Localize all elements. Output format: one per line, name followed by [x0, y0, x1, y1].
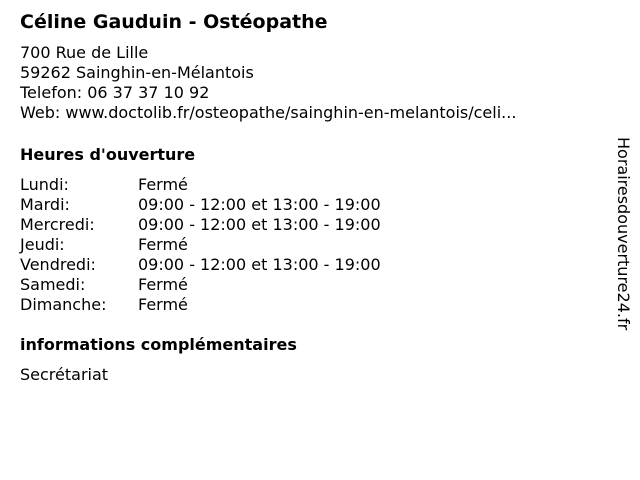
listing-card	[20, 10, 610, 385]
hours-row-mardi	[20, 195, 610, 215]
day-hours: Fermé	[138, 295, 188, 314]
hours-row-mercredi	[20, 215, 610, 235]
day-hours: 09:00 - 12:00 et 13:00 - 19:00	[138, 215, 381, 234]
day-hours: Fermé	[138, 275, 188, 294]
page-title: Céline Gauduin - Ostéopathe	[20, 11, 328, 33]
day-label: Lundi:	[20, 175, 69, 194]
day-hours: 09:00 - 12:00 et 13:00 - 19:00	[138, 195, 381, 214]
hours-row-dimanche	[20, 295, 610, 315]
day-hours: 09:00 - 12:00 et 13:00 - 19:00	[138, 255, 381, 274]
hours-row-jeudi	[20, 235, 610, 255]
day-label: Dimanche:	[20, 295, 107, 314]
address-street: 700 Rue de Lille	[20, 43, 149, 62]
additional-info-heading: informations complémentaires	[20, 335, 297, 354]
day-label: Mardi:	[20, 195, 70, 214]
additional-info-text: Secrétariat	[20, 365, 109, 384]
day-label: Mercredi:	[20, 215, 95, 234]
site-watermark: Horairesdouverture24.fr	[614, 137, 633, 331]
day-label: Jeudi:	[20, 235, 65, 254]
hours-row-vendredi	[20, 255, 610, 275]
phone-line: Telefon: 06 37 37 10 92	[20, 83, 210, 102]
address-city: 59262 Sainghin-en-Mélantois	[20, 63, 254, 82]
hours-row-samedi	[20, 275, 610, 295]
day-hours: Fermé	[138, 235, 188, 254]
day-label: Vendredi:	[20, 255, 96, 274]
day-hours: Fermé	[138, 175, 188, 194]
opening-hours-table	[20, 175, 610, 315]
opening-hours-heading: Heures d'ouverture	[20, 145, 196, 164]
website-line: Web: www.doctolib.fr/osteopathe/sainghin-en-melantois/celi...	[20, 103, 517, 122]
hours-row-lundi	[20, 175, 610, 195]
day-label: Samedi:	[20, 275, 86, 294]
